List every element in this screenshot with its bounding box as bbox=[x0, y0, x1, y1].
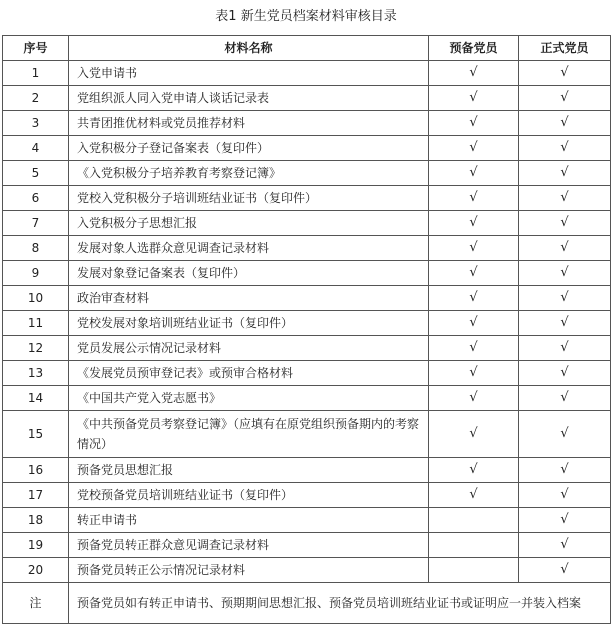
full-member-check: √ bbox=[519, 61, 611, 86]
header-full: 正式党员 bbox=[519, 36, 611, 61]
row-number: 9 bbox=[3, 261, 69, 286]
full-member-check: √ bbox=[519, 186, 611, 211]
full-member-check: √ bbox=[519, 211, 611, 236]
row-number: 5 bbox=[3, 161, 69, 186]
table-row bbox=[3, 533, 611, 558]
material-name: 党组织派人同入党申请人谈话记录表 bbox=[69, 86, 429, 111]
probationary-check: √ bbox=[429, 361, 519, 386]
material-name: 入党申请书 bbox=[69, 61, 429, 86]
probationary-check: √ bbox=[429, 211, 519, 236]
full-member-check: √ bbox=[519, 533, 611, 558]
row-number: 16 bbox=[3, 458, 69, 483]
header-probationary: 预备党员 bbox=[429, 36, 519, 61]
table-row bbox=[3, 261, 611, 286]
table-row bbox=[3, 311, 611, 336]
header-no: 序号 bbox=[3, 36, 69, 61]
row-number: 17 bbox=[3, 483, 69, 508]
material-name: 《中国共产党入党志愿书》 bbox=[69, 386, 429, 411]
full-member-check: √ bbox=[519, 483, 611, 508]
table-row bbox=[3, 186, 611, 211]
full-member-check: √ bbox=[519, 386, 611, 411]
row-number: 20 bbox=[3, 558, 69, 583]
table-row bbox=[3, 361, 611, 386]
material-name: 《入党积极分子培养教育考察登记簿》 bbox=[69, 161, 429, 186]
table-row bbox=[3, 508, 611, 533]
full-member-check: √ bbox=[519, 286, 611, 311]
material-name: 预备党员转正公示情况记录材料 bbox=[69, 558, 429, 583]
full-member-check: √ bbox=[519, 86, 611, 111]
material-name: 党校入党积极分子培训班结业证书（复印件） bbox=[69, 186, 429, 211]
material-name: 入党积极分子登记备案表（复印件） bbox=[69, 136, 429, 161]
table-row bbox=[3, 286, 611, 311]
material-name: 《中共预备党员考察登记簿》（应填有在原党组织预备期内的考察情况） bbox=[69, 411, 429, 458]
material-name: 预备党员转正群众意见调查记录材料 bbox=[69, 533, 429, 558]
full-member-check: √ bbox=[519, 311, 611, 336]
probationary-check: √ bbox=[429, 386, 519, 411]
table-row bbox=[3, 161, 611, 186]
material-name: 《发展党员预审登记表》或预审合格材料 bbox=[69, 361, 429, 386]
probationary-check bbox=[429, 558, 519, 583]
row-number: 15 bbox=[3, 411, 69, 458]
row-number: 13 bbox=[3, 361, 69, 386]
full-member-check: √ bbox=[519, 136, 611, 161]
material-name: 共青团推优材料或党员推荐材料 bbox=[69, 111, 429, 136]
table-row bbox=[3, 483, 611, 508]
table-row bbox=[3, 136, 611, 161]
material-name: 政治审查材料 bbox=[69, 286, 429, 311]
probationary-check: √ bbox=[429, 111, 519, 136]
probationary-check: √ bbox=[429, 186, 519, 211]
probationary-check: √ bbox=[429, 86, 519, 111]
material-name: 党校发展对象培训班结业证书（复印件） bbox=[69, 311, 429, 336]
archive-checklist-table bbox=[2, 35, 611, 624]
row-number: 2 bbox=[3, 86, 69, 111]
full-member-check: √ bbox=[519, 336, 611, 361]
full-member-check: √ bbox=[519, 558, 611, 583]
table-row bbox=[3, 111, 611, 136]
row-number: 3 bbox=[3, 111, 69, 136]
table-row bbox=[3, 236, 611, 261]
table-row bbox=[3, 86, 611, 111]
probationary-check: √ bbox=[429, 161, 519, 186]
probationary-check: √ bbox=[429, 136, 519, 161]
material-name: 党校预备党员培训班结业证书（复印件） bbox=[69, 483, 429, 508]
probationary-check: √ bbox=[429, 261, 519, 286]
full-member-check: √ bbox=[519, 161, 611, 186]
probationary-check: √ bbox=[429, 236, 519, 261]
note-row bbox=[3, 583, 611, 624]
material-name: 预备党员思想汇报 bbox=[69, 458, 429, 483]
row-number: 10 bbox=[3, 286, 69, 311]
table-row bbox=[3, 558, 611, 583]
row-number: 8 bbox=[3, 236, 69, 261]
header-name: 材料名称 bbox=[69, 36, 429, 61]
table-row bbox=[3, 61, 611, 86]
row-number: 4 bbox=[3, 136, 69, 161]
table-row bbox=[3, 386, 611, 411]
full-member-check: √ bbox=[519, 508, 611, 533]
table-row bbox=[3, 458, 611, 483]
note-text: 预备党员如有转正申请书、预期期间思想汇报、预备党员培训班结业证书或证明应一并装入档案 bbox=[69, 583, 611, 624]
probationary-check: √ bbox=[429, 336, 519, 361]
row-number: 11 bbox=[3, 311, 69, 336]
table-row bbox=[3, 336, 611, 361]
material-name: 发展对象登记备案表（复印件） bbox=[69, 261, 429, 286]
table-row bbox=[3, 411, 611, 458]
row-number: 12 bbox=[3, 336, 69, 361]
table-title: 表1 新生党员档案材料审核目录 bbox=[215, 9, 397, 24]
header-row bbox=[3, 36, 611, 61]
probationary-check: √ bbox=[429, 311, 519, 336]
probationary-check: √ bbox=[429, 286, 519, 311]
probationary-check: √ bbox=[429, 483, 519, 508]
full-member-check: √ bbox=[519, 261, 611, 286]
material-name: 转正申请书 bbox=[69, 508, 429, 533]
note-label: 注 bbox=[3, 583, 69, 624]
probationary-check: √ bbox=[429, 61, 519, 86]
probationary-check bbox=[429, 533, 519, 558]
material-name: 入党积极分子思想汇报 bbox=[69, 211, 429, 236]
row-number: 1 bbox=[3, 61, 69, 86]
row-number: 14 bbox=[3, 386, 69, 411]
material-name: 发展对象人选群众意见调查记录材料 bbox=[69, 236, 429, 261]
table-body bbox=[3, 61, 611, 624]
row-number: 19 bbox=[3, 533, 69, 558]
full-member-check: √ bbox=[519, 361, 611, 386]
probationary-check bbox=[429, 508, 519, 533]
row-number: 7 bbox=[3, 211, 69, 236]
probationary-check: √ bbox=[429, 411, 519, 458]
probationary-check: √ bbox=[429, 458, 519, 483]
row-number: 6 bbox=[3, 186, 69, 211]
full-member-check: √ bbox=[519, 236, 611, 261]
full-member-check: √ bbox=[519, 411, 611, 458]
material-name: 党员发展公示情况记录材料 bbox=[69, 336, 429, 361]
full-member-check: √ bbox=[519, 111, 611, 136]
full-member-check: √ bbox=[519, 458, 611, 483]
row-number: 18 bbox=[3, 508, 69, 533]
table-row bbox=[3, 211, 611, 236]
